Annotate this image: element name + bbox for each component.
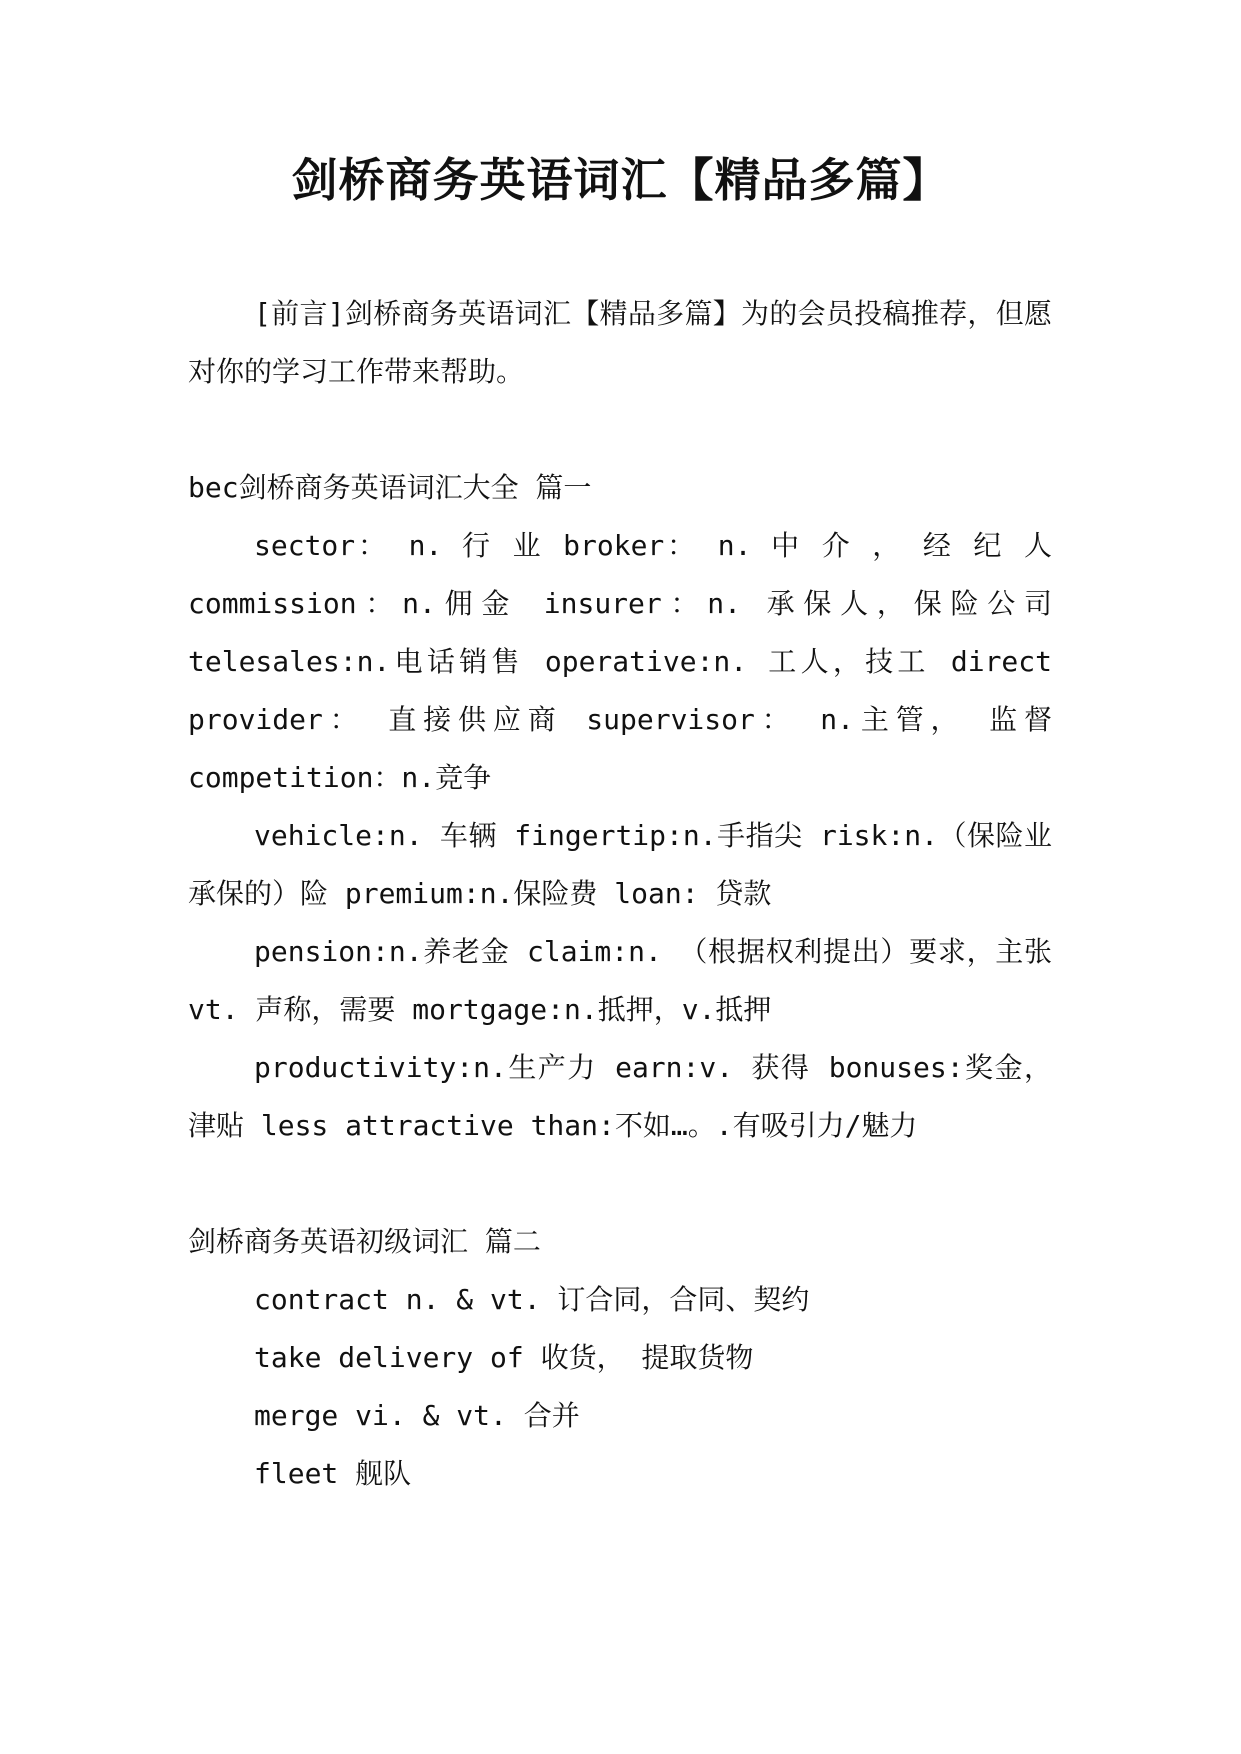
vocab-entry: take delivery of 收货， 提取货物 <box>254 1341 754 1374</box>
vocab-paragraph: sector： n. 行 业 broker： n. 中 介 ， 经 纪 人 commission：n.佣金 insurer：n. 承保人，保险公司 telesales:n.电话销售 operative:n. 工人，技工 direct provider： 直接供应商 supervisor： n.主管， 监督 competition：n.竞争 <box>188 529 1052 794</box>
spacer <box>188 401 1052 459</box>
vocab-paragraph: productivity:n.生产力 earn:v. 获得 bonuses:奖金，津贴 less attractive than:不如…。.有吸引力/魅力 <box>188 1051 1052 1142</box>
vocab-entry: fleet 舰队 <box>254 1457 412 1490</box>
vocab-paragraph: pension:n.养老金 claim:n. （根据权利提出）要求，主张 vt. 声称，需要 mortgage:n.抵押，v.抵押 <box>188 935 1052 1026</box>
vocab-paragraph: vehicle:n. 车辆 fingertip:n.手指尖 risk:n.（保险业承保的）险 premium:n.保险费 loan: 贷款 <box>188 819 1052 910</box>
document-title: 剑桥商务英语词汇【精品多篇】 <box>291 153 950 207</box>
spacer <box>188 1155 1052 1213</box>
vocab-entry: contract n. & vt. 订合同，合同、契约 <box>254 1283 810 1316</box>
preface-paragraph: [前言]剑桥商务英语词汇【精品多篇】为的会员投稿推荐，但愿对你的学习工作带来帮助。 <box>188 297 1052 388</box>
section-heading-1: bec剑桥商务英语词汇大全 篇一 <box>188 471 592 504</box>
vocab-entry: merge vi. & vt. 合并 <box>254 1399 580 1432</box>
section-heading-2: 剑桥商务英语初级词汇 篇二 <box>188 1225 541 1258</box>
document-body <box>188 285 1052 1503</box>
